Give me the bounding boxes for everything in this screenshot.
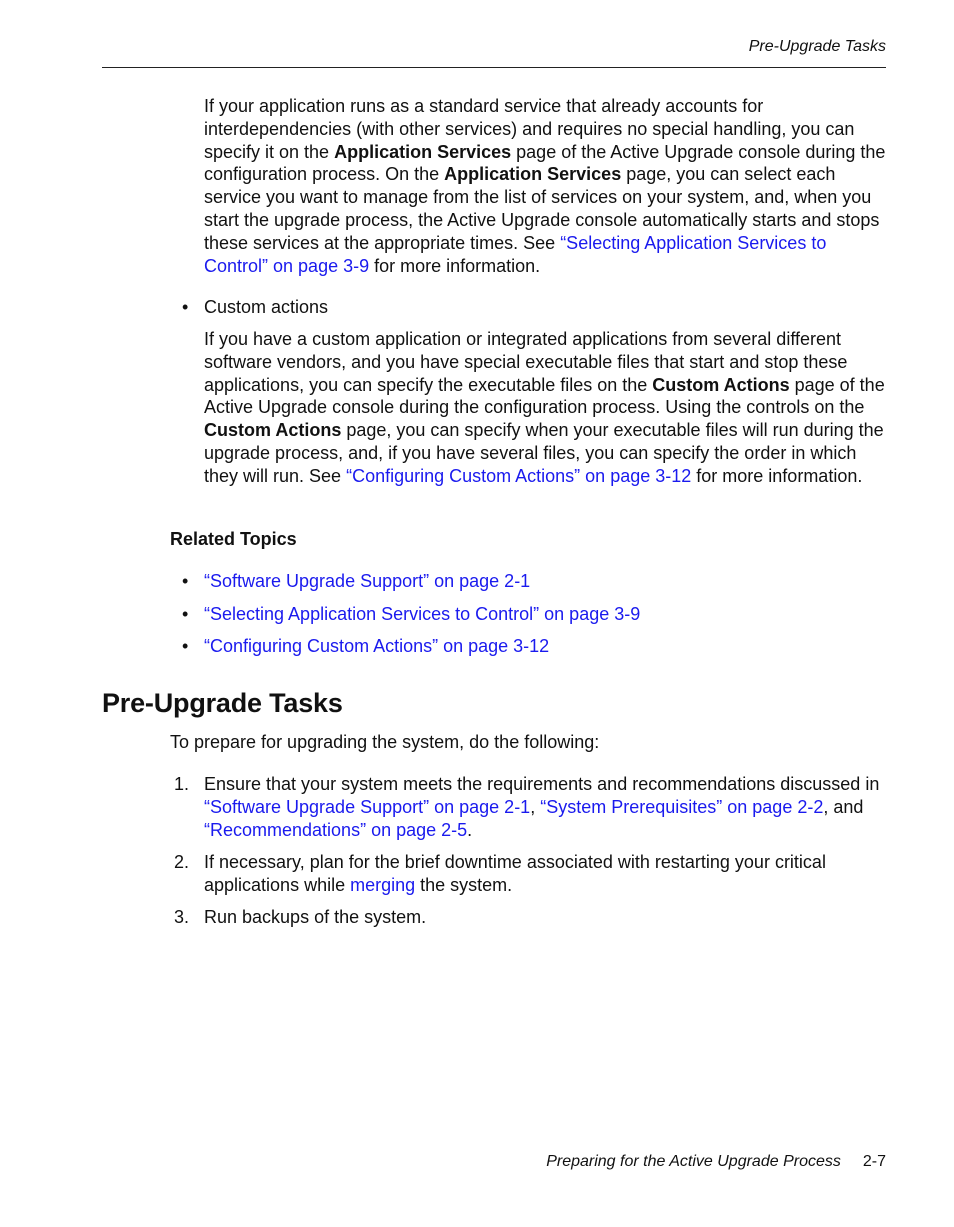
bold-term: Custom Actions — [652, 374, 790, 395]
step-text — [204, 851, 886, 897]
xref-link-system-prerequisites[interactable]: “System Prerequisites” on page 2-2 — [540, 796, 824, 817]
header-rule — [102, 67, 886, 68]
text-run: If necessary, plan for the brief downtime associated with restarting your critical applications while — [204, 852, 826, 895]
text-run: , and — [823, 796, 864, 817]
paragraph-application-services — [204, 95, 886, 277]
section-title: Pre-Upgrade Tasks — [102, 688, 343, 718]
text-run: page of the Active Upgrade console during the configuration process. Using the controls on the — [204, 374, 885, 418]
text-run: page, you can select each service you want to manage from the list of services on your system, and, when you start the upgrade process, the Active Upgrade console automatically starts and stops these services at the appropriate times. See — [204, 164, 880, 253]
running-header: Pre-Upgrade Tasks — [748, 38, 886, 55]
text-run: If you have a custom application or integrated applications from several different software vendors, and you have special executable files that start and stop these applications, you can specify the executable files on the — [204, 329, 848, 395]
bullet-icon: • — [182, 604, 189, 624]
bold-term: Application Services — [444, 164, 622, 185]
step-number: 3. — [174, 907, 190, 927]
text-run: Run backups of the system. — [204, 907, 427, 927]
step-number: 1. — [174, 774, 190, 794]
bullet-icon: • — [182, 297, 189, 317]
bullet-icon: • — [182, 636, 189, 656]
related-topics-heading: Related Topics — [170, 529, 297, 549]
xref-link-upgrade-support[interactable]: “Software Upgrade Support” on page 2-1 — [204, 796, 531, 817]
xref-link-recommendations[interactable]: “Recommendations” on page 2-5 — [204, 819, 468, 840]
page-footer — [546, 1153, 886, 1171]
step-text — [204, 906, 886, 929]
xref-link-selecting-services[interactable]: “Selecting Application Services to Control” on page 3-9 — [204, 232, 827, 276]
xref-link-custom-actions[interactable]: “Configuring Custom Actions” on page 3-12 — [346, 465, 692, 486]
text-run: for more information. — [691, 465, 863, 486]
paragraph-custom-actions — [204, 328, 886, 488]
xref-link-merging[interactable]: merging — [350, 874, 416, 895]
related-topic-link[interactable]: “Configuring Custom Actions” on page 3-12 — [204, 636, 550, 656]
bullet-label: Custom actions — [204, 297, 329, 317]
bold-term: Custom Actions — [204, 420, 342, 441]
related-topic-link[interactable]: “Selecting Application Services to Control” on page 3-9 — [204, 604, 641, 624]
step-text — [204, 773, 886, 841]
text-run: page of the Active Upgrade console during the configuration process. On the — [204, 141, 886, 185]
text-run: If your application runs as a standard service that already accounts for interdependencies (with other services) and requires no special handling, you can specify it on the — [204, 96, 855, 162]
section-intro: To prepare for upgrading the system, do the following: — [170, 732, 600, 752]
bold-term: Application Services — [334, 141, 512, 162]
text-run: , — [530, 796, 541, 817]
text-run: for more information. — [369, 255, 541, 276]
step-number: 2. — [174, 852, 190, 872]
footer-title: Preparing for the Active Upgrade Process — [546, 1153, 841, 1170]
bullet-icon: • — [182, 571, 189, 591]
text-run: Ensure that your system meets the requirements and recommendations discussed in — [204, 774, 880, 794]
text-run: the system. — [415, 874, 513, 895]
related-topic-link[interactable]: “Software Upgrade Support” on page 2-1 — [204, 571, 531, 591]
page-number: 2-7 — [862, 1153, 886, 1170]
text-run: page, you can specify when your executable files will run during the upgrade process, and, if you have several files, you can specify the order in which they will run. See — [204, 420, 884, 486]
text-run: . — [467, 819, 473, 840]
